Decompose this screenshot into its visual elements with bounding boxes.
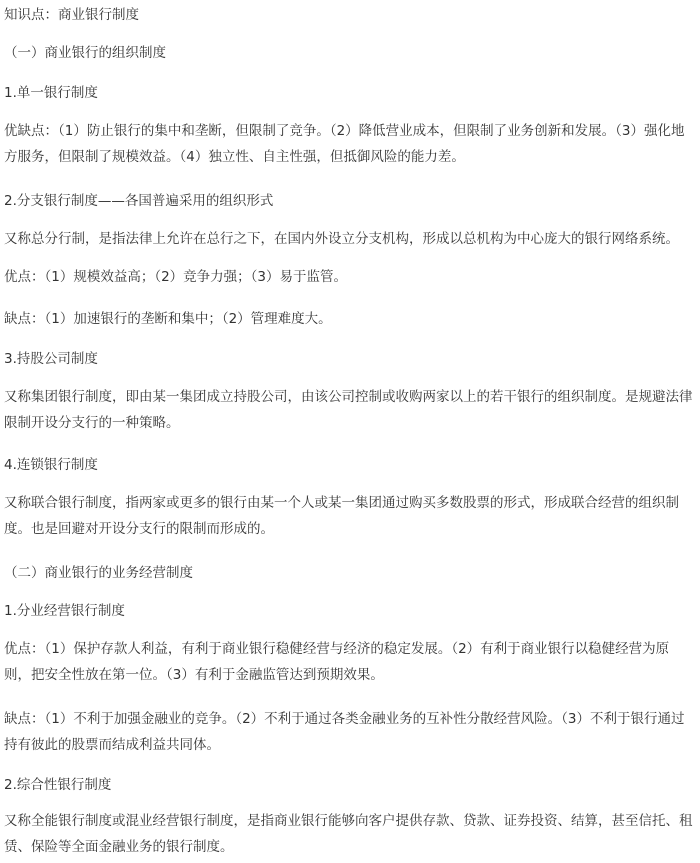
section2-item1-cons: 缺点：（1）不利于加强金融业的竞争。（2）不利于通过各类金融业务的互补性分散经营风险。（3）不利于银行通过持有彼此的股票而结成利益共同体。 (4, 711, 685, 753)
section2-item1-pros: 优点：（1）保护存款人利益，有利于商业银行稳健经营与经济的稳定发展。（2）有利于商业银行以稳健经营为原则，把安全性放在第一位。（3）有利于金融监管达到预期效果。 (4, 641, 670, 683)
section2-item2-definition: 又称全能银行制度或混业经营银行制度，是指商业银行能够向客户提供存款、贷款、证券投资、结算，甚至信托、租赁、保险等全面金融业务的银行制度。 (4, 813, 693, 855)
section1-heading: （一）商业银行的组织制度 (4, 45, 166, 61)
section1-item4-definition: 又称联合银行制度，指两家或更多的银行由某一个人或某一集团通过购买多数股票的形式，形成联合经营的组织制度。也是回避对开设分支行的限制而形成的。 (4, 495, 679, 537)
section2-heading: （二）商业银行的业务经营制度 (4, 565, 193, 581)
section1-item2-cons: 缺点：（1）加速银行的垄断和集中；（2）管理难度大。 (4, 311, 332, 327)
section1-item1-pros-cons: 优缺点：（1）防止银行的集中和垄断，但限制了竞争。（2）降低营业成本，但限制了业务创新和发展。（3）强化地方服务，但限制了规模效益。（4）独立性、自主性强，但抵御风险的能力差。 (4, 123, 685, 165)
section1-item4-heading: 4.连锁银行制度 (4, 457, 98, 473)
section1-item2-pros: 优点：（1）规模效益高；（2）竞争力强；（3）易于监管。 (4, 269, 348, 285)
section1-item2-heading: 2.分支银行制度——各国普遍采用的组织形式 (4, 193, 274, 209)
section1-item3-heading: 3.持股公司制度 (4, 351, 98, 367)
section1-item1-heading: 1.单一银行制度 (4, 85, 98, 101)
section1-item2-definition: 又称总分行制，是指法律上允许在总行之下，在国内外设立分支机构，形成以总机构为中心庞大的银行网络系统。 (4, 231, 679, 247)
section2-item2-heading: 2.综合性银行制度 (4, 777, 112, 793)
section2-item1-heading: 1.分业经营银行制度 (4, 603, 125, 619)
section1-item3-definition: 又称集团银行制度，即由某一集团成立持股公司，由该公司控制或收购两家以上的若干银行的组织制度。是规避法律限制开设分支行的一种策略。 (4, 389, 693, 431)
document-title: 知识点：商业银行制度 (4, 7, 139, 23)
